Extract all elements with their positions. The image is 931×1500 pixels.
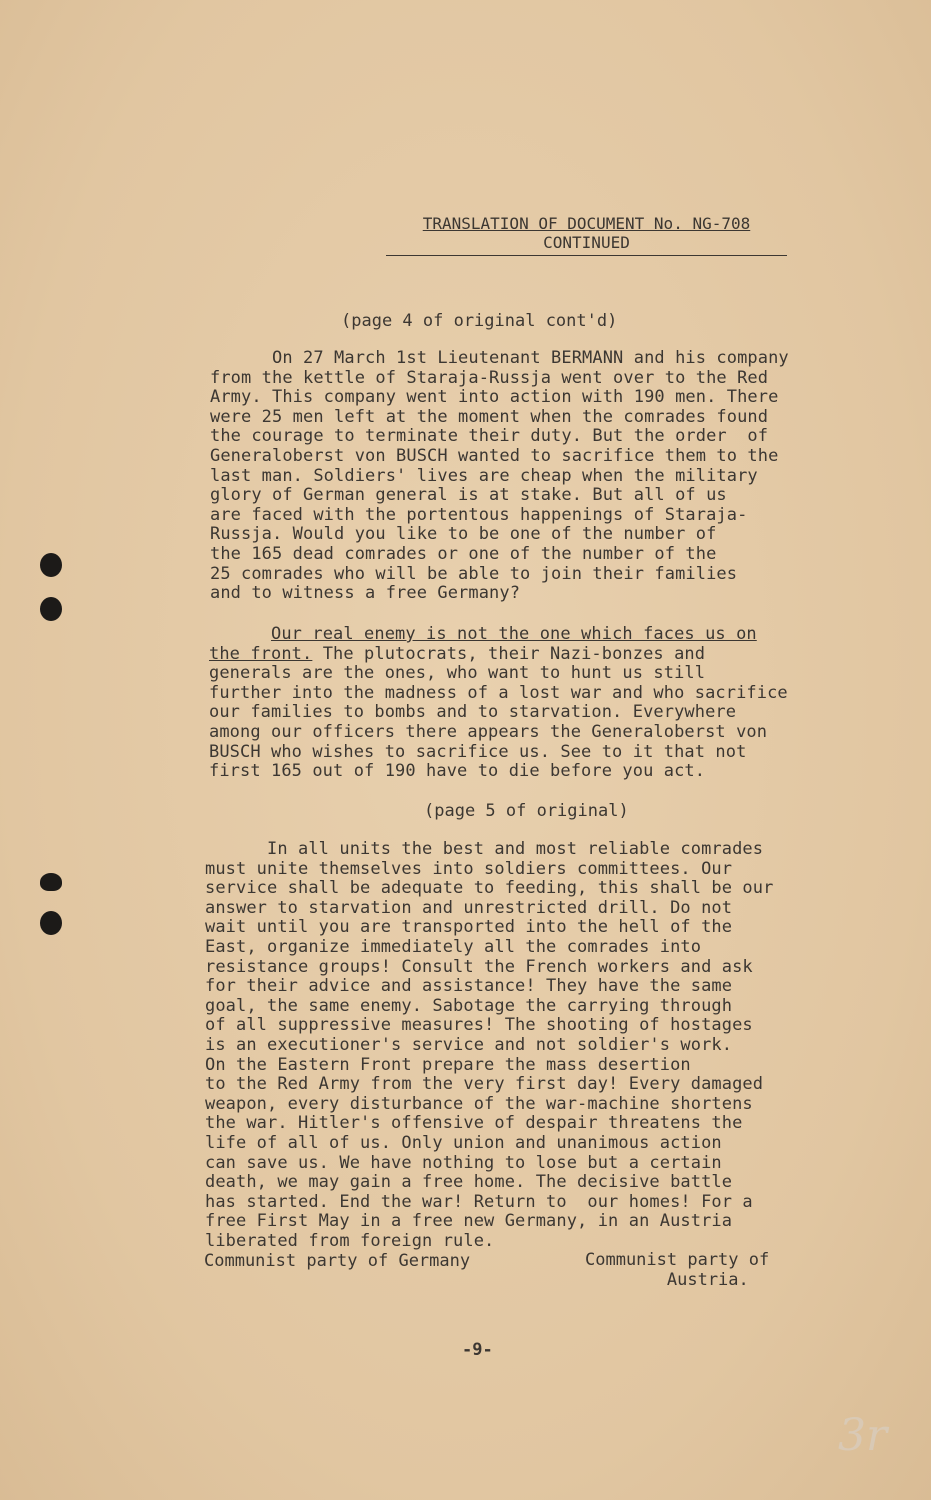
paragraph-2 — [209, 625, 788, 782]
punch-hole-icon — [40, 873, 62, 891]
punch-hole-icon — [40, 911, 62, 935]
punch-hole-icon — [40, 597, 62, 621]
page4-reference: (page 4 of original cont'd) — [341, 311, 618, 331]
paragraph-2-underlined: Our real enemy is not the one which faces us on the front. — [209, 624, 757, 664]
page-number: -9- — [462, 1340, 493, 1360]
handwritten-mark: 3r — [838, 1410, 888, 1461]
signature-left: Communist party of Germany — [204, 1251, 471, 1271]
paragraph-1 — [210, 349, 789, 604]
header-title: TRANSLATION OF DOCUMENT No. NG-708 — [422, 214, 751, 233]
page5-reference: (page 5 of original) — [424, 801, 629, 821]
header-continued: CONTINUED — [543, 233, 630, 252]
paragraph-3: In all units the best and most reliable comrades must unite themselves into soldiers committees. Our service shall be adequate to feeding, this shall be our answer to starvation and unrestricted drill. Do not wait until you are transported into the hell of the East, organize immediately all the comrades into resistance groups! Consult the French workers and ask for their advice and assistance! They have the same goal, the same enemy. Sabotage the carrying through of all suppressive measures! The shooting of hostages is an executioner's service and not soldier's work. On the Eastern Front prepare the mass desertion to the Red Army from the very first day! Every damaged weapon, every disturbance of the war-machine shortens the war. Hitler's offensive of despair threatens the life of all of us. Only union and unanimous action can save us. We have nothing to lose but a certain death, we may gain a free home. The decisive battle has started. End the war! Return to our homes! For a free First May in a free new Germany, in an Austria liberated from foreign rule. — [205, 839, 774, 1251]
signature-right: Communist party of Austria. — [585, 1250, 770, 1290]
paragraph-2-text: The plutocrats, their Nazi-bonzes and generals are the ones, who want to hunt us still further into the madness of a lost war and who sacrifice our families to bombs and to starvation. Everywhere among our officers there appears the Generaloberst von BUSCH who wishes to sacrifice us. See to it that not first 165 out of 190 have to die before you act. — [209, 643, 788, 782]
punch-hole-icon — [40, 553, 62, 577]
paragraph-1-text: On 27 March 1st Lieutenant BERMANN and his company from the kettle of Staraja-Russja went over to the Red Army. This company went into action with 190 men. There were 25 men left at the moment when the comrades found the courage to terminate their duty. But the order of Generaloberst von BUSCH wanted to sacrifice them to the last man. Soldiers' lives are cheap when the military glory of German general is at stake. But all of us are faced with the portentous happenings of Staraja- Russja. Would you like to be one of the number of the 165 dead comrades or one of the number of the 25 comrades who will be able to join their families and to witness a free Germany? — [210, 348, 789, 604]
header-rule — [386, 255, 787, 256]
document-header — [386, 214, 787, 256]
